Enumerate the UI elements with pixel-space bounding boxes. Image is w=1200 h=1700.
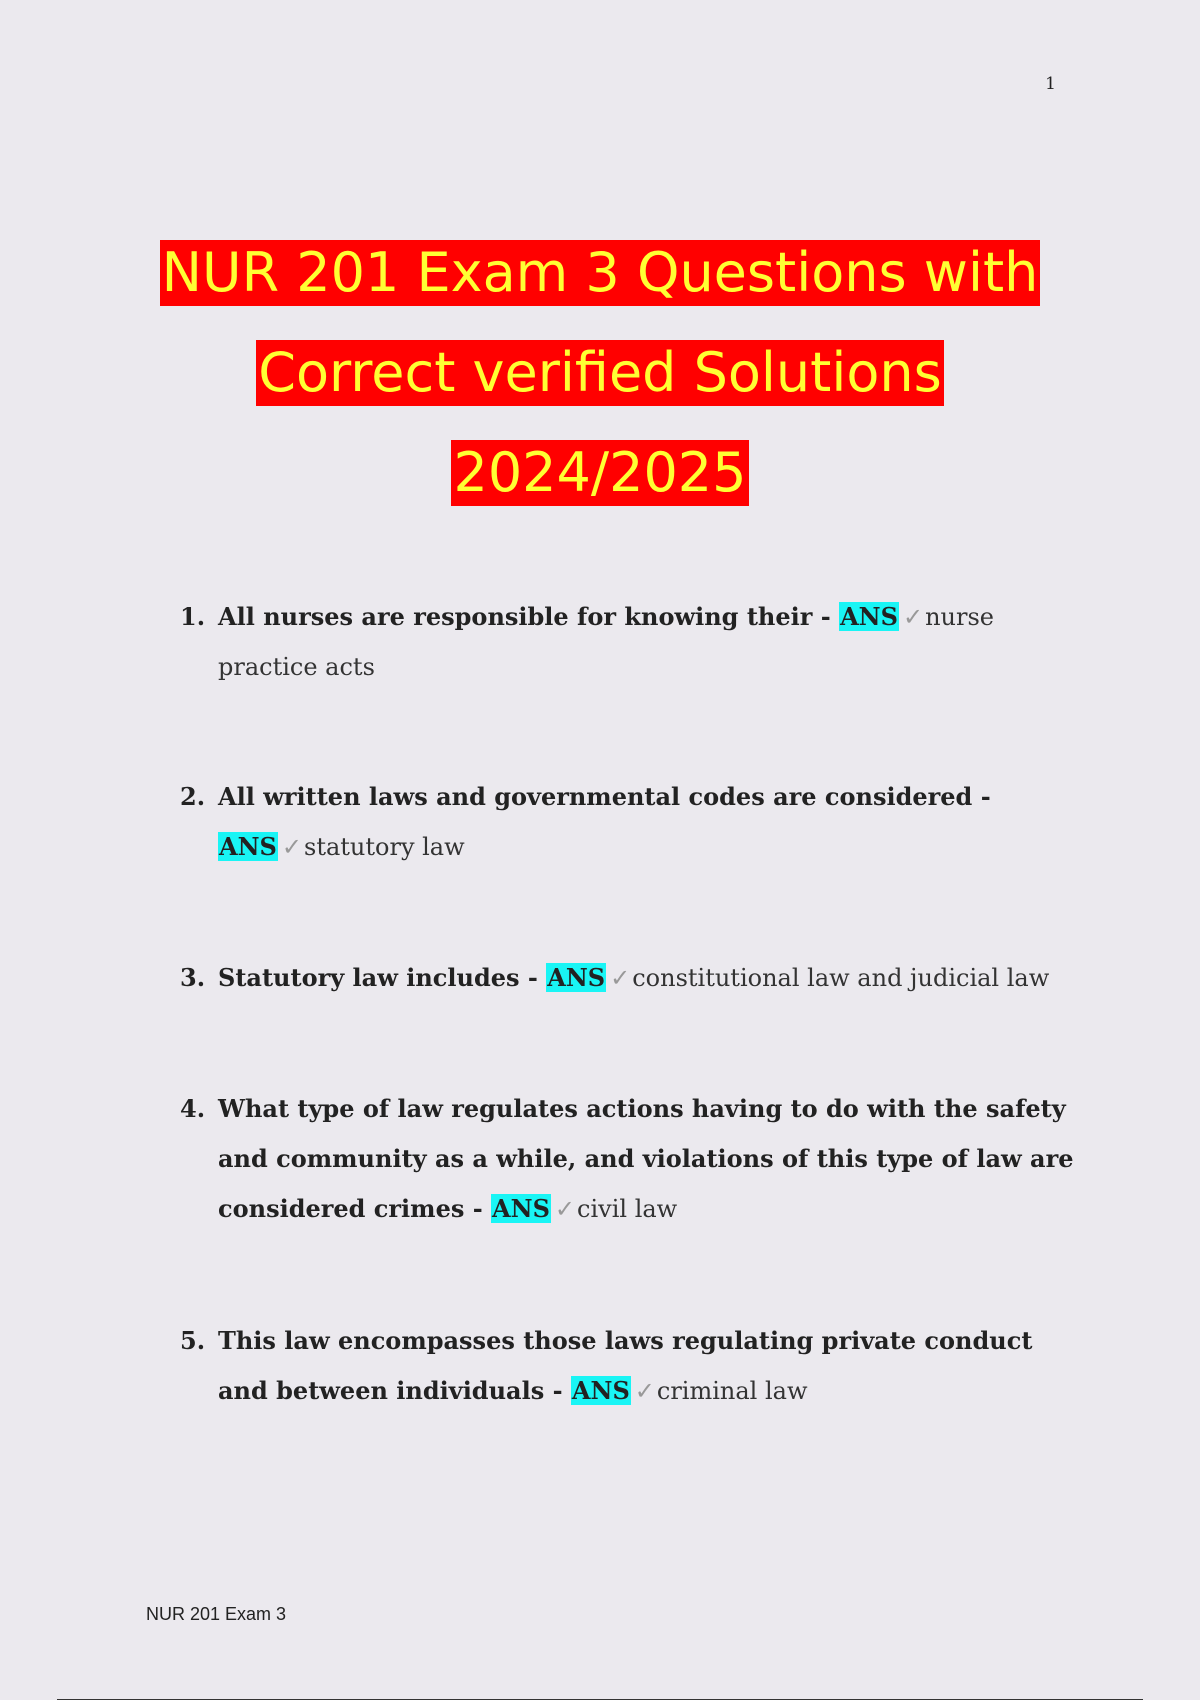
question-separator: - <box>812 602 840 631</box>
question-separator: - <box>544 1376 571 1405</box>
question-number: 4. <box>180 1094 206 1123</box>
question-number: 1. <box>180 602 206 631</box>
question-text: This law encompasses those laws regulating private conduct and between individuals <box>218 1326 1033 1405</box>
title-line-2 <box>0 340 1200 440</box>
question-separator: - <box>519 963 547 992</box>
page-number: 1 <box>1045 74 1056 94</box>
question-text: All nurses are responsible for knowing their <box>218 602 813 631</box>
ans-badge: ANS <box>219 832 277 861</box>
question-item-1 <box>180 592 1080 772</box>
question-item-5 <box>180 1316 1080 1416</box>
question-item-4 <box>180 1084 1080 1316</box>
check-mark-icon: ✓ <box>554 1195 576 1223</box>
title-line-3 <box>0 440 1200 540</box>
ans-badge: ANS <box>547 963 606 992</box>
answer-text: civil law <box>577 1195 678 1223</box>
ans-badge: ANS <box>571 1376 630 1405</box>
check-mark-icon: ✓ <box>610 964 631 992</box>
answer-text: statutory law <box>304 833 465 861</box>
question-separator: - <box>972 782 991 811</box>
question-item-2 <box>180 772 1080 953</box>
question-item-3 <box>180 953 1080 1084</box>
answer-text: constitutional law and judicial law <box>632 964 1050 992</box>
question-number: 3. <box>180 963 206 992</box>
title-text-2: Correct verified Solutions <box>258 341 942 404</box>
question-text: All written laws and governmental codes are considered <box>218 782 973 811</box>
ans-badge: ANS <box>492 1194 550 1223</box>
title-text-3: 2024/2025 <box>453 441 747 504</box>
ans-badge: ANS <box>840 602 898 631</box>
question-list <box>180 592 1080 1416</box>
question-number: 5. <box>180 1326 206 1355</box>
check-mark-icon: ✓ <box>634 1377 655 1405</box>
question-number: 2. <box>180 782 206 811</box>
question-text: What type of law regulates actions having to do with the safety and community as a while, and violations of this type of law are considered crimes <box>218 1094 1074 1223</box>
check-mark-icon: ✓ <box>902 603 924 631</box>
title-line-1 <box>0 240 1200 340</box>
page-footer: NUR 201 Exam 3 <box>146 1604 287 1624</box>
answer-text: nurse practice acts <box>218 603 994 681</box>
answer-text: criminal law <box>656 1377 808 1405</box>
question-text: Statutory law includes <box>218 963 520 992</box>
question-separator: - <box>464 1194 492 1223</box>
title-text-1: NUR 201 Exam 3 Questions with <box>161 241 1039 304</box>
document-title <box>0 240 1200 540</box>
check-mark-icon: ✓ <box>281 833 302 861</box>
